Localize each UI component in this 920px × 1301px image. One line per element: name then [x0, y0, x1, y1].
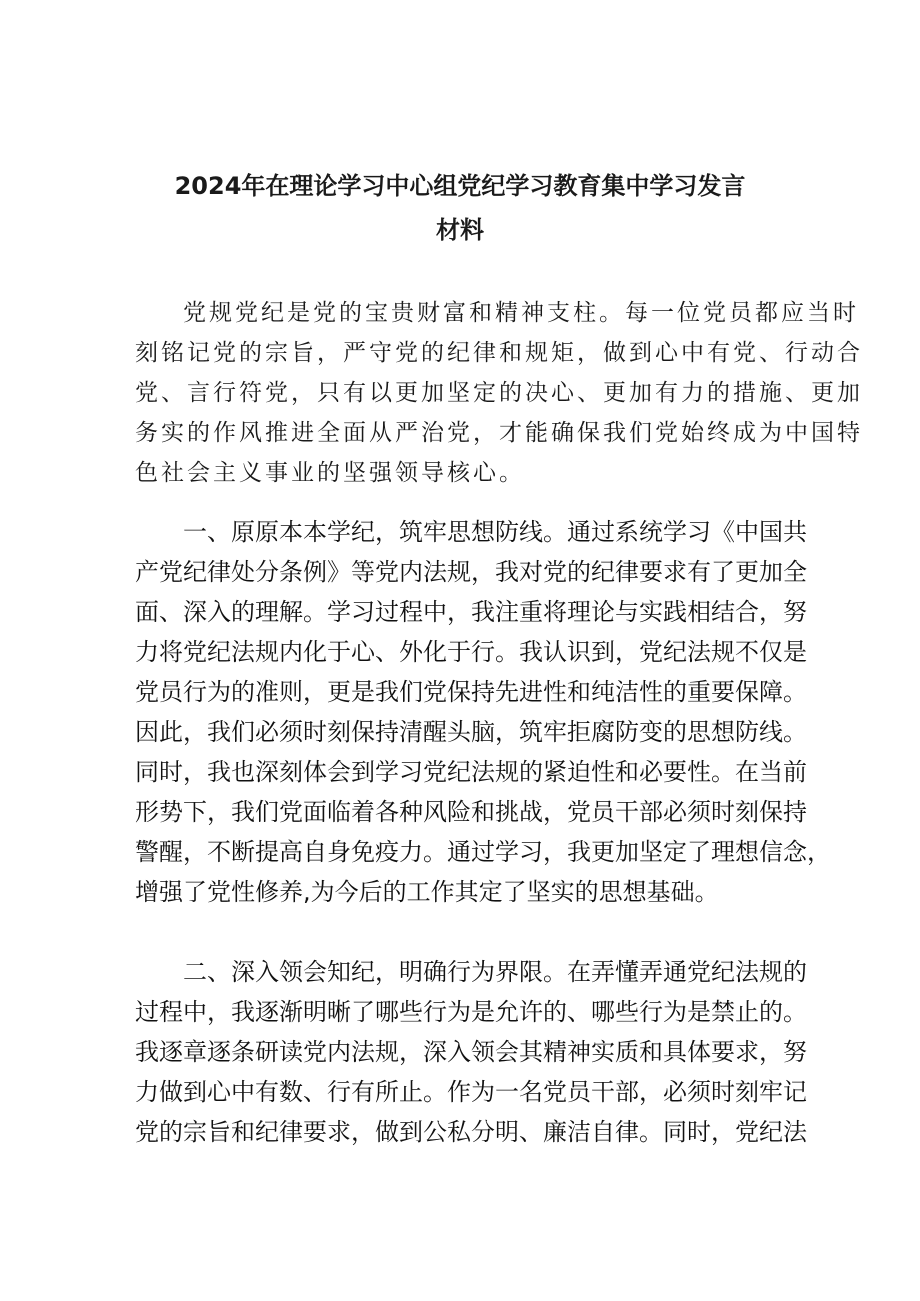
- paragraph-line: 我逐章逐条研读党内法规，深入领会其精神实质和具体要求，努: [135, 1038, 807, 1066]
- paragraph-line: 党的宗旨和纪律要求，做到公私分明、廉洁自律。同时，党纪法: [135, 1118, 807, 1146]
- paragraph-line: 警醒，不断提高自身免疫力。通过学习，我更加坚定了理想信念，: [135, 838, 831, 866]
- document-title-line-1: 2024年在理论学习中心组党纪学习教育集中学习发言: [174, 172, 746, 200]
- paragraph-line: 党员行为的准则，更是我们党保持先进性和纯洁性的重要保障。: [135, 678, 807, 706]
- paragraph-line: 形势下，我们党面临着各种风险和挑战，党员干部必须时刻保持: [135, 798, 807, 826]
- paragraph-line: 产党纪律处分条例》等党内法规，我对党的纪律要求有了更加全: [135, 558, 807, 586]
- document-title-line-2: 材料: [436, 216, 484, 244]
- paragraph-section-two: [135, 952, 807, 1152]
- paragraph-line: 因此，我们必须时刻保持清醒头脑，筑牢拒腐防变的思想防线。: [135, 718, 807, 746]
- paragraph-line: 党、言行符党，只有以更加坚定的决心、更加有力的措施、更加: [135, 380, 863, 406]
- paragraph-line: 色社会主义事业的坚强领导核心。: [135, 460, 525, 486]
- paragraph-intro: [135, 293, 863, 493]
- paragraph-line: 同时，我也深刻体会到学习党纪法规的紧迫性和必要性。在当前: [135, 758, 807, 786]
- paragraph-line: 力将党纪法规内化于心、外化于行。我认识到，党纪法规不仅是: [135, 638, 807, 666]
- paragraph-line: 二、深入领会知纪，明确行为界限。在弄懂弄通党纪法规的: [183, 958, 807, 986]
- paragraph-line: 增强了党性修养,为今后的工作其定了坚实的思想基础。: [135, 878, 719, 906]
- paragraph-line: 力做到心中有数、行有所止。作为一名党员干部，必须时刻牢记: [135, 1078, 807, 1106]
- paragraph-line: 过程中，我逐渐明晰了哪些行为是允许的、哪些行为是禁止的。: [135, 998, 807, 1026]
- paragraph-line: 党规党纪是党的宝贵财富和精神支柱。每一位党员都应当时: [183, 300, 859, 326]
- paragraph-section-one: [135, 512, 831, 912]
- paragraph-line: 刻铭记党的宗旨，严守党的纪律和规矩，做到心中有党、行动合: [135, 340, 863, 366]
- paragraph-line: 面、深入的理解。学习过程中，我注重将理论与实践相结合，努: [135, 598, 807, 626]
- paragraph-line: 务实的作风推进全面从严治党，才能确保我们党始终成为中国特: [135, 420, 863, 446]
- paragraph-line: 一、原原本本学纪，筑牢思想防线。通过系统学习《中国共: [183, 518, 807, 546]
